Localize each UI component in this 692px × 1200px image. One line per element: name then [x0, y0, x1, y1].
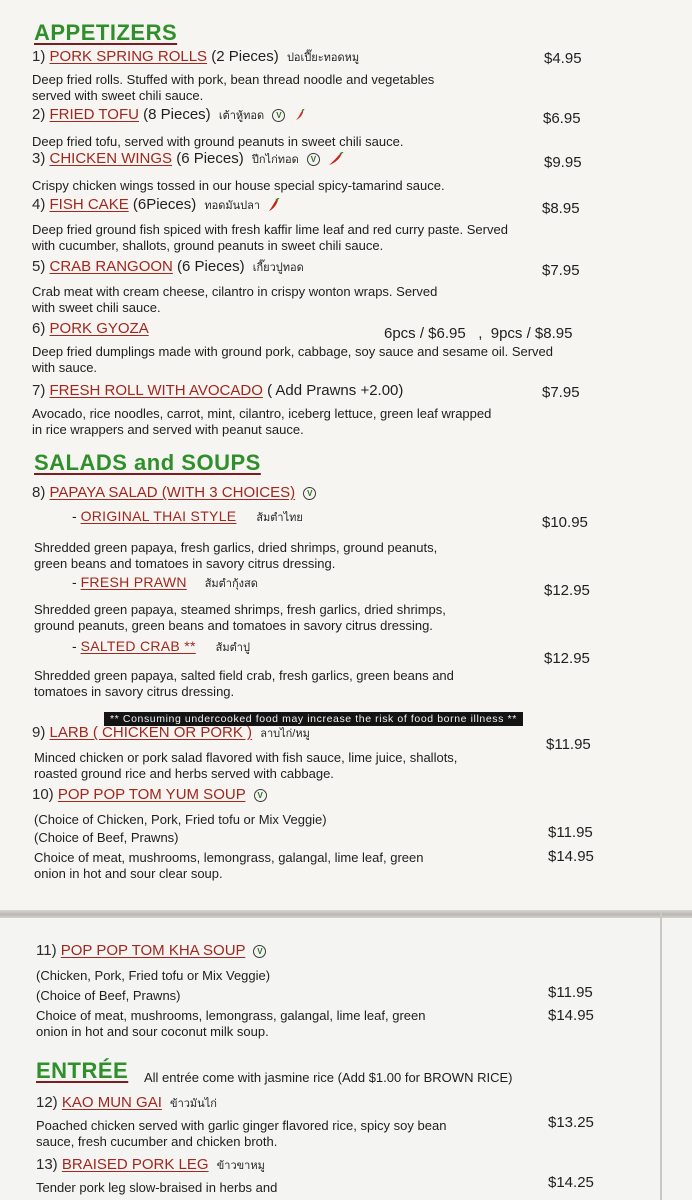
item-number: 11) [36, 942, 57, 959]
item-suffix: (6 Pieces) [176, 150, 244, 167]
item-thai-name: ปีกไก่ทอด [251, 154, 299, 166]
item-description: Crab meat with cream cheese, cilantro in crispy wonton wraps. Served with sweet chili sauce. [32, 284, 438, 315]
item-description: Shredded green papaya, salted field crab, fresh garlics, green beans and tomatoes in savory citrus dressing. [34, 668, 454, 699]
item-pork-spring-rolls-title [32, 48, 359, 66]
item-name: FRIED TOFU [49, 106, 139, 123]
item-pork-gyoza-title [32, 320, 149, 337]
item-thai-name: เต้าหู้ทอด [218, 110, 265, 122]
item-braised-pork-leg-title [36, 1156, 265, 1174]
sub-item-thai-name: ส้มตำกุ้งสด [204, 578, 258, 590]
item-price: $11.95 [546, 736, 591, 753]
item-thai-name: ข้าวมันไก่ [170, 1098, 217, 1110]
page-fold-line [660, 912, 662, 1200]
item-price: $11.95 [548, 824, 593, 841]
item-description: Deep fried rolls. Stuffed with pork, bean thread noodle and vegetables served with sweet chili sauce. [32, 72, 435, 103]
item-price: 6pcs / $6.95 , 9pcs / $8.95 [384, 325, 573, 342]
item-name: BRAISED PORK LEG [61, 1156, 209, 1173]
item-name: KAO MUN GAI [61, 1094, 162, 1111]
item-number: 8) [32, 484, 46, 501]
item-number: 6) [32, 320, 46, 337]
item-suffix: (2 Pieces) [211, 48, 279, 65]
item-suffix: ( Add Prawns +2.00) [267, 382, 404, 399]
vegetarian-option-icon: V [272, 109, 285, 122]
item-thai-name: ข้าวขาหมู [216, 1160, 265, 1172]
chili-pepper-icon [268, 198, 280, 212]
item-name: POP POP TOM YUM SOUP [57, 786, 246, 803]
menu-page-2 [0, 918, 692, 1200]
item-number: 13) [36, 1156, 58, 1173]
item-description: Avocado, rice noodles, carrot, mint, cilantro, iceberg lettuce, green leaf wrapped in rice wrappers and served with peanut sauce. [32, 406, 492, 437]
item-name: CRAB RANGOON [49, 258, 173, 275]
item-price: $13.25 [548, 1114, 594, 1131]
item-price: $10.95 [542, 514, 588, 531]
item-number: 1) [32, 48, 46, 65]
item-thai-name: ทอดมันปลา [204, 200, 261, 212]
sub-item-name: ORIGINAL THAI STYLE [80, 508, 237, 524]
item-name: FRESH ROLL WITH AVOCADO [49, 382, 263, 399]
item-price: $12.95 [544, 582, 590, 599]
item-fish-cake-title [32, 196, 280, 214]
item-name: FISH CAKE [49, 196, 129, 213]
sub-item-thai-name: ส้มตำปู [215, 642, 250, 654]
item-name: POP POP TOM KHA SOUP [60, 942, 246, 959]
item-fresh-roll-title [32, 382, 403, 399]
item-name: PORK GYOZA [49, 320, 149, 337]
item-name: LARB ( CHICKEN OR PORK ) [49, 724, 253, 741]
vegetarian-option-icon: V [253, 945, 266, 958]
item-description: Choice of meat, mushrooms, lemongrass, galangal, lime leaf, green onion in hot and sour coconut milk soup. [36, 1008, 426, 1039]
salads-soups-header: SALADS and SOUPS [34, 450, 261, 475]
item-number: 3) [32, 150, 46, 167]
item-number: 12) [36, 1094, 58, 1111]
item-description: Shredded green papaya, steamed shrimps, fresh garlics, dried shrimps, ground peanuts, green beans and tomatoes in savory citrus dressing. [34, 602, 446, 633]
item-number: 10) [32, 786, 54, 803]
entree-header: ENTRÉE [36, 1058, 129, 1083]
chili-pepper-icon [328, 152, 344, 166]
item-price: $8.95 [542, 200, 580, 217]
item-description: Deep fried ground fish spiced with fresh kaffir lime leaf and red curry paste. Served with cucumber, shallots, ground peanuts in sweet chili sauce. [32, 222, 508, 253]
item-tom-yum-title [32, 786, 267, 803]
item-description: Crispy chicken wings tossed in our house special spicy-tamarind sauce. [32, 178, 445, 193]
item-price: $14.95 [548, 1007, 594, 1024]
item-price: $14.95 [548, 848, 594, 865]
item-option-line: (Choice of Chicken, Pork, Fried tofu or Mix Veggie) [34, 812, 327, 827]
item-description: Deep fried dumplings made with ground pork, cabbage, soy sauce and sesame oil. Served with sauce. [32, 344, 554, 375]
entree-note: All entrée come with jasmine rice (Add $1.00 for BROWN RICE) [144, 1070, 513, 1085]
item-suffix: (6Pieces) [132, 196, 197, 213]
item-name: CHICKEN WINGS [49, 150, 173, 167]
item-suffix: (8 Pieces) [143, 106, 211, 123]
item-price: $7.95 [542, 384, 580, 401]
item-thai-name: ปอเปี๊ยะทอดหมู [286, 52, 360, 64]
vegetarian-option-icon: V [254, 789, 267, 802]
item-option-line: (Choice of Beef, Prawns) [34, 830, 179, 845]
sub-item-name: FRESH PRAWN [80, 574, 187, 590]
item-number: 2) [32, 106, 46, 123]
papaya-salted-crab-title: - SALTED CRAB ** ส้มตำปู [72, 638, 250, 654]
sub-item-thai-name: ส้มตำไทย [256, 512, 303, 524]
item-chicken-wings-title [32, 150, 344, 168]
item-price: $11.95 [548, 984, 593, 1001]
item-description: Shredded green papaya, fresh garlics, dried shrimps, ground peanuts, green beans and tomatoes in savory citrus dressing. [34, 540, 438, 571]
item-name: PAPAYA SALAD (WITH 3 CHOICES) [49, 484, 296, 501]
vegetarian-option-icon: V [307, 153, 320, 166]
item-price: $12.95 [544, 650, 590, 667]
chili-pepper-icon [294, 109, 306, 121]
item-name: PORK SPRING ROLLS [49, 48, 208, 65]
item-price: $6.95 [543, 110, 581, 127]
sub-item-name: SALTED CRAB ** [80, 638, 196, 654]
item-fried-tofu-title [32, 106, 306, 124]
item-kao-mun-gai-title [36, 1094, 217, 1112]
appetizers-header: APPETIZERS [34, 20, 178, 45]
item-larb-title [32, 724, 310, 742]
item-price: $7.95 [542, 262, 580, 279]
item-description: Tender pork leg slow-braised in herbs and [36, 1180, 278, 1195]
item-description: Poached chicken served with garlic ginger flavored rice, spicy soy bean sauce, fresh cucumber and chicken broth. [36, 1118, 447, 1149]
item-thai-name: ลาบไก่/หมู [260, 728, 310, 740]
item-description: Minced chicken or pork salad flavored with fish sauce, lime juice, shallots, roasted ground rice and herbs served with cabbage. [34, 750, 458, 781]
item-number: 5) [32, 258, 46, 275]
item-description: Choice of meat, mushrooms, lemongrass, galangal, lime leaf, green onion in hot and sour clear soup. [34, 850, 424, 881]
item-papaya-salad-title [32, 484, 316, 501]
raw-food-warning: ** Consuming undercooked food may increase the risk of food borne illness ** [104, 712, 523, 726]
papaya-fresh-prawn-title: - FRESH PRAWN ส้มตำกุ้งสด [72, 574, 258, 590]
item-number: 4) [32, 196, 46, 213]
item-option-line: (Choice of Beef, Prawns) [36, 988, 181, 1003]
item-crab-rangoon-title [32, 258, 304, 276]
item-thai-name: เกี๊ยวปูทอด [252, 262, 304, 274]
item-tom-kha-title [36, 942, 266, 959]
vegetarian-option-icon: V [303, 487, 316, 500]
item-price: $9.95 [544, 154, 582, 171]
item-option-line: (Chicken, Pork, Fried tofu or Mix Veggie) [36, 968, 271, 983]
item-description: Deep fried tofu, served with ground peanuts in sweet chili sauce. [32, 134, 404, 149]
item-price: $14.25 [548, 1174, 594, 1191]
item-number: 9) [32, 724, 46, 741]
item-suffix: (6 Pieces) [177, 258, 245, 275]
item-number: 7) [32, 382, 46, 399]
papaya-original-title: - ORIGINAL THAI STYLE ส้มตำไทย [72, 508, 303, 524]
item-price: $4.95 [544, 50, 582, 67]
